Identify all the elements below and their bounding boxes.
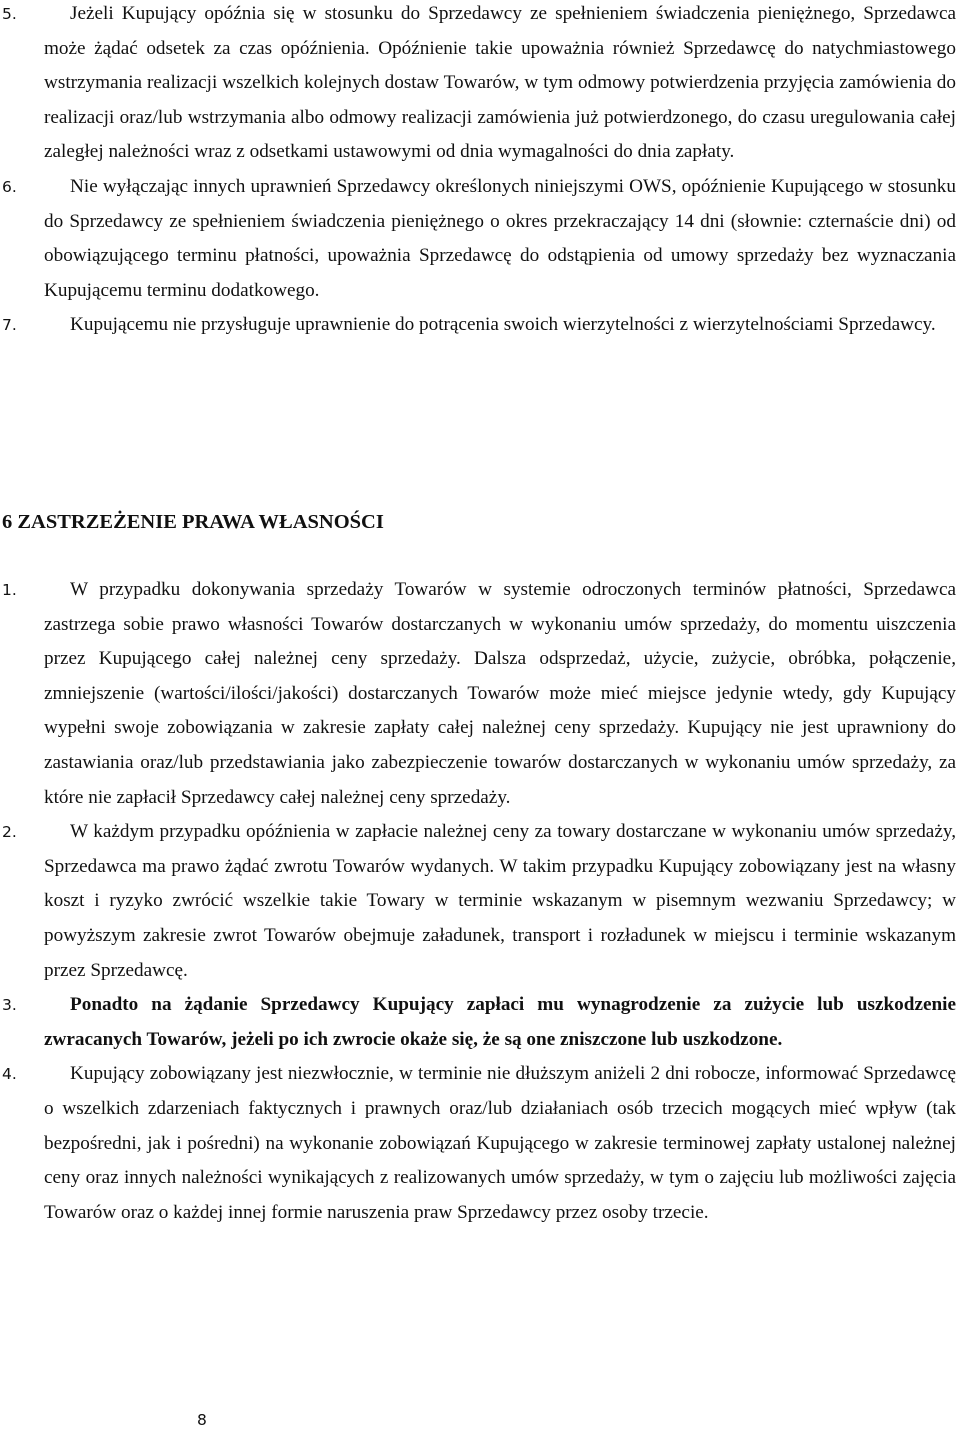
list-item xyxy=(0,815,960,988)
list-item-text: Nie wyłączając innych uprawnień Sprzedawcy określonych niniejszymi OWS, opóźnienie Kupującego w stosunku do Sprzedawcy ze spełnieniem świadczenia pieniężnego o okres przekraczający 14 dni (słownie: czternaście dni) od obowiązującego terminu płatności, upoważnia Sprzedawcę do odstąpienia od umowy sprzedaży bez wyznaczania Kupującemu terminu dodatkowego. xyxy=(44,175,956,301)
list-item-text: Kupującemu nie przysługuje uprawnienie do potrącenia swoich wierzytelności z wierzytelnościami Sprzedawcy. xyxy=(70,314,936,336)
list-item-number: 1. xyxy=(2,581,17,599)
page-number: 8 xyxy=(197,1411,207,1429)
list-item-number: 3. xyxy=(2,996,17,1015)
list-item-text: W przypadku dokonywania sprzedaży Towarów w systemie odroczonych terminów płatności, Sprzedawca zastrzega sobie prawo własności Towarów dostarczanych w wykonaniu umów sprzedaży, do momentu uiszczenia przez Kupującego całej należnej ceny sprzedaży. Dalsza odsprzedaż, użycie, zużycie, obróbka, połączenie, zmniejszenie (wartości/ilości/jakości) dostarczanych Towarów może mieć miejsce jedynie wtedy, gdy Kupujący wypełni swoje zobowiązania w zakresie zapłaty całej należnej ceny sprzedaży. Kupujący nie jest uprawniony do zastawiania oraz/lub przedstawiania jako zabezpieczenie towarów dostarczanych w wykonaniu umów sprzedaży, za które nie zapłacił Sprzedawcy całej należnej ceny sprzedaży. xyxy=(44,579,956,808)
list-item-number: 2. xyxy=(2,823,17,842)
list-item-text-bold: Ponadto na żądanie Sprzedawcy Kupujący zapłaci mu wynagrodzenie za zużycie lub uszkodzenie zwracanych Towarów, jeżeli po ich zwrocie okaże się, że są one zniszczone lub uszkodzone. xyxy=(44,994,956,1050)
list-item-text: Kupujący zobowiązany jest niezwłocznie, w terminie nie dłuższym aniżeli 2 dni robocze, informować Sprzedawcę o wszelkich zdarzeniach faktycznych i prawnych oraz/lub działaniach osób trzecich mogących mieć wpływ (tak bezpośredni, jak i pośredni) na wykonanie zobowiązań Kupującego w zakresie terminowej zapłaty ustalonej należnej ceny oraz innych należności wynikających z realizowanych umów sprzedaży, w tym o zajęciu lub możliwości zajęcia Towarów oraz o każdej innej formie naruszenia praw Sprzedawcy przez osoby trzecie. xyxy=(44,1063,956,1223)
list-item xyxy=(0,988,960,1057)
list-item-text: W każdym przypadku opóźnienia w zapłacie należnej ceny za towary dostarczane w wykonaniu umów sprzedaży, Sprzedawca ma prawo żądać zwrotu Towarów wydanych. W takim przypadku Kupujący zobowiązany jest na własny koszt i ryzyko zwrócić wszelkie takie Towary w terminie wskazanym w pisemnym wezwaniu Sprzedawcy; w powyższym zakresie zwrot Towarów obejmuje załadunek, transport i rozładunek w miejscu i terminie wskazanym przez Sprzedawcę. xyxy=(44,821,956,981)
list-item xyxy=(0,170,960,308)
list-item-text: Jeżeli Kupujący opóźnia się w stosunku do Sprzedawcy ze spełnieniem świadczenia pieniężnego, Sprzedawca może żądać odsetek za czas opóźnienia. Opóźnienie takie upoważnia również Sprzedawcę do natychmiastowego wstrzymania realizacji wszelkich kolejnych dostaw Towarów, w tym odmowy potwierdzenia przyjęcia zamówienia do realizacji oraz/lub wstrzymania albo odmowy realizacji zamówienia już potwierdzonego, do czasu uregulowania całej zaległej należności wraz z odsetkami ustawowymi od dnia wymagalności do dnia zapłaty. xyxy=(44,3,956,163)
list-item-number: 5. xyxy=(2,5,17,23)
list-item-number: 7. xyxy=(2,316,17,335)
continued-numbered-list xyxy=(0,0,960,343)
list-item xyxy=(0,308,960,343)
list-item-number: 6. xyxy=(2,177,17,196)
list-item-number: 4. xyxy=(2,1065,17,1084)
section-heading: 6 ZASTRZEŻENIE PRAWA WŁASNOŚCI xyxy=(2,511,384,533)
section-numbered-list xyxy=(0,573,960,1230)
list-item xyxy=(0,1057,960,1230)
list-item xyxy=(0,573,960,815)
list-item xyxy=(0,0,960,170)
